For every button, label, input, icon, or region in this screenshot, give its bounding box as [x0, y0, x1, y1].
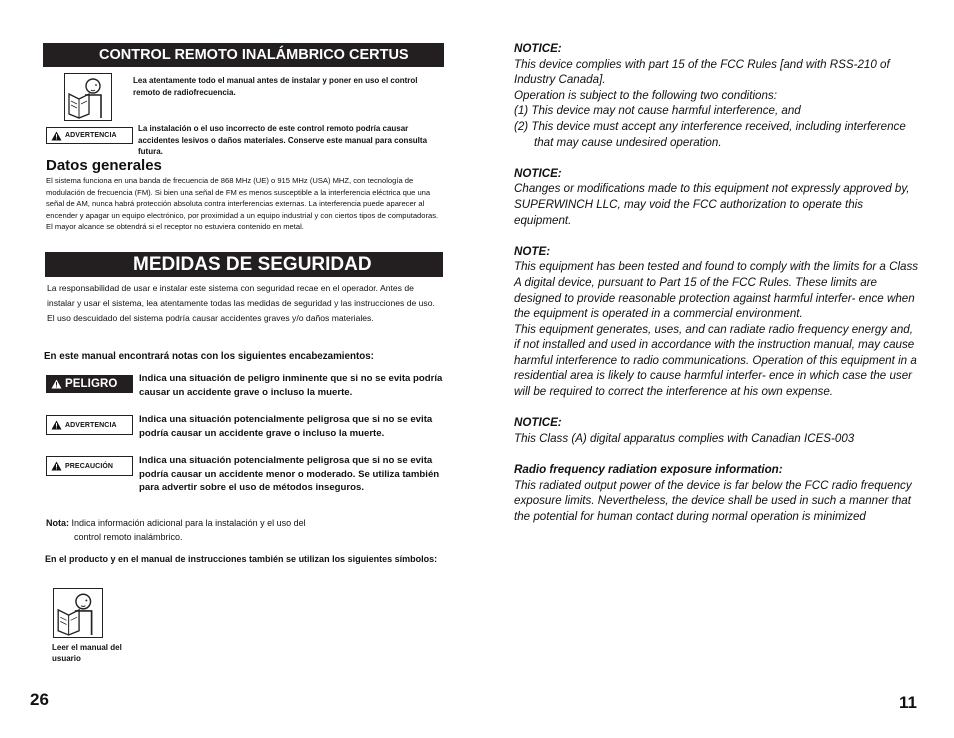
- notice2-title: NOTICE:: [514, 166, 562, 180]
- remote-control-header: CONTROL REMOTO INALÁMBRICO CERTUS: [43, 43, 444, 67]
- intro-text: Lea atentamente todo el manual antes de instalar y poner en uso el control remoto de radiofrecuencia.: [133, 76, 418, 97]
- danger-text: Indica una situación de peligro inminente que si no se evita podría causar un accidente grave o incluso la muerte.: [139, 373, 443, 398]
- symbol-caption: Leer el manual del usuario: [52, 643, 122, 663]
- warning-tag-label: ADVERTENCIA: [65, 132, 117, 139]
- note-text-1: Indica información adicional para la instalación y el uso del: [71, 518, 306, 528]
- safety-text: La responsabilidad de usar e instalar este sistema con seguridad recae en el operador. Antes de instalar y usar el sistema, lea atentamente todas las medidas de seguridad y las instrucciones de uso. El uso descuidado del sistema podría causar accidentes graves y/o daños materiales.: [47, 283, 435, 323]
- notice2-text: Changes or modifications made to this equipment not expressly approved by, SUPERWINCH LLC, may void the FCC authorization to operate this equipment.: [514, 182, 910, 227]
- warning-triangle-icon: [51, 379, 62, 389]
- headings-intro: En este manual encontrará notas con los siguientes encabezamientos:: [44, 351, 374, 362]
- notice1-title: NOTICE:: [514, 42, 562, 55]
- right-column: [514, 41, 919, 524]
- notice3-title: NOTICE:: [514, 416, 562, 430]
- warning-tag: [46, 127, 133, 144]
- notice1-item1: (1) This device may not cause harmful interference, and: [514, 104, 801, 118]
- page-number-left: 26: [30, 690, 49, 709]
- note-text-2: This equipment generates, uses, and can radiate radio frequency energy and, if not installed and used in accordance with the instruction manual, may cause harmful interference to radio communications. Operation of this equipment in a residential area is likely to cause harmful interfer- ence in which case the user will be required to correct the interference at his own expense.: [514, 322, 917, 399]
- note-text-2: control remoto inalámbrico.: [74, 532, 183, 542]
- warning2-text: Indica una situación potencialmente peligrosa que si no se evita podría causar un accidente grave o incluso la muerte.: [139, 414, 433, 439]
- safety-header: MEDIDAS DE SEGURIDAD: [45, 252, 443, 277]
- note-block: [46, 516, 406, 544]
- danger-tag-label: PELIGRO: [65, 378, 118, 390]
- notice1-item2: (2) This device must accept any interference received, including interference that may cause undesired operation.: [514, 119, 906, 149]
- symbols-intro: En el producto y en el manual de instrucciones también se utilizan los siguientes símbolos:: [45, 554, 438, 564]
- warning-triangle-icon: [51, 461, 62, 471]
- warning2-tag-label: ADVERTENCIA: [65, 421, 117, 429]
- notice3-text: This Class (A) digital apparatus complies with Canadian ICES-003: [514, 431, 855, 445]
- note-label: Nota:: [46, 518, 69, 528]
- general-data-title: Datos generales: [46, 157, 162, 174]
- read-manual-icon: [53, 588, 103, 638]
- note-title: NOTE:: [514, 244, 551, 258]
- warning-triangle-icon: [51, 131, 62, 141]
- rf-exposure-title: Radio frequency radiation exposure information:: [514, 463, 783, 477]
- caution-text: Indica una situación potencialmente peligrosa que si no se evita podría causar un accidente menor o moderado. Se utiliza también para advertir sobre el uso de métodos inseguros.: [139, 455, 440, 493]
- notice1-line1: This device complies with part 15 of the FCC Rules [and with RSS-210 of Industry Canada].: [514, 57, 890, 87]
- warning-text: La instalación o el uso incorrecto de este control remoto podría causar accidentes lesivos o daños materiales. Conserve este manual para consulta futura.: [138, 124, 428, 156]
- danger-tag: [46, 375, 133, 393]
- read-manual-icon: [64, 73, 112, 121]
- page-number-right: 11: [899, 693, 917, 712]
- rf-exposure-text: This radiated output power of the device is far below the FCC radio frequency exposure limits. Nevertheless, the device shall be used in such a manner that the potential for human contact during normal operation is minimized: [514, 478, 912, 523]
- warning-triangle-icon: [51, 420, 62, 430]
- caution-tag-label: PRECAUCIÓN: [65, 462, 114, 470]
- general-data-text: El sistema funciona en una banda de frecuencia de 868 MHz (UE) o 915 MHz (USA) MHZ, con tecnología de modulación de frecuencia (FM). Si bien una señal de FM es menos susceptible a la interferencia eléctrica que una señal de AM, nunca habrá protección absoluta contra interferencias externas. La interferencia puede aparecer al encender y apagar un equipo electrónico, por proximidad a un equipo industrial y con ciertos tipos de computadoras. El mayor alcance se obtendrá si el receptor no estuviera contenido en metal.: [46, 176, 439, 232]
- caution-tag: [46, 456, 133, 476]
- notice1-line2: Operation is subject to the following two conditions:: [514, 88, 777, 102]
- note-text-1: This equipment has been tested and found to comply with the limits for a Class A digital device, pursuant to Part 15 of the FCC Rules. These limits are designed to provide reasonable protection against harmful interfer- ence when the equipment is operated in a commercial environment.: [514, 260, 919, 321]
- warning2-tag: [46, 415, 133, 435]
